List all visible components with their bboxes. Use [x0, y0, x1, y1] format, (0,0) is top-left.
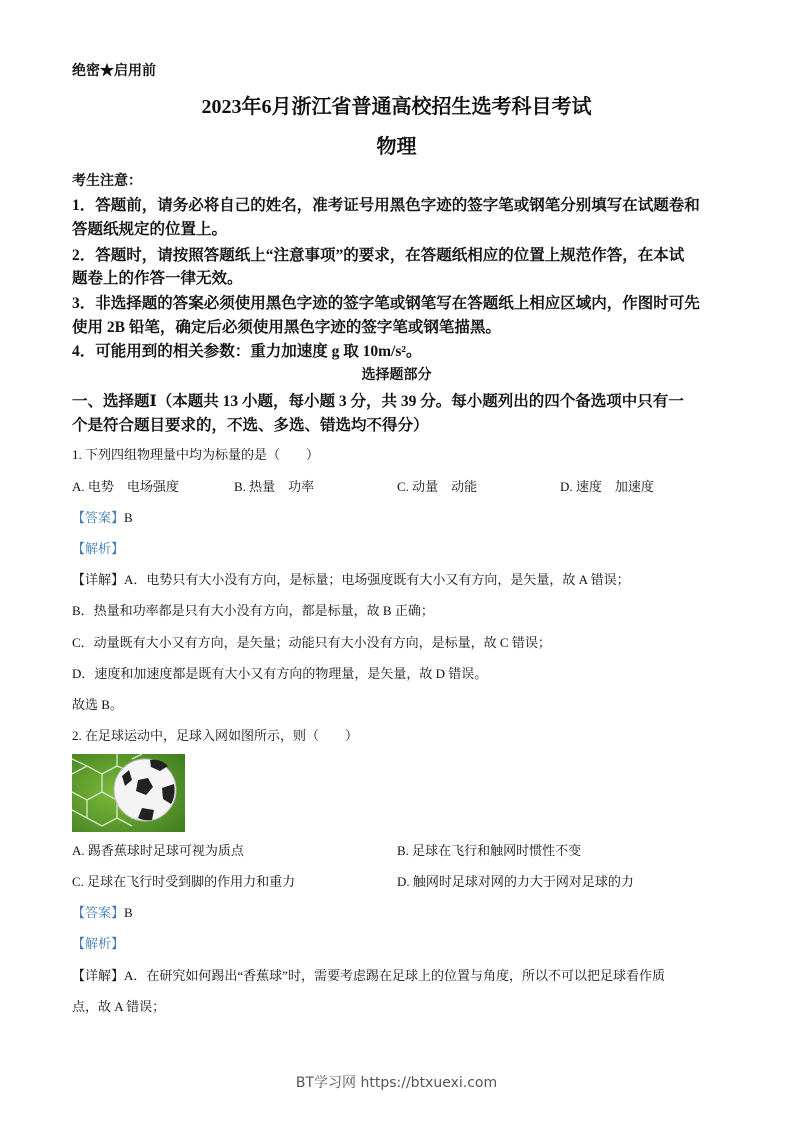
detail-label: 【详解】: [72, 572, 125, 587]
detail-label: 【详解】: [72, 968, 125, 983]
q2-option-c: C. 足球在飞行时受到脚的作用力和重力: [72, 874, 296, 889]
q1-option-b: B. 热量 功率: [234, 479, 315, 494]
answer-value: B: [124, 510, 133, 525]
notice-line: 4．可能用到的相关参数：重力加速度 g 取 10m/s²。: [72, 343, 422, 360]
q1-option-c: C. 动量 动能: [397, 479, 478, 494]
q2-option-b: B. 足球在飞行和触网时惯性不变: [397, 843, 582, 858]
section-intro: 一、选择题Ⅰ（本题共 13 小题，每小题 3 分，共 39 分。每小题列出的四个备选项中只有一: [72, 393, 684, 410]
q1-detail: [72, 573, 630, 586]
q2-detail: [72, 969, 665, 982]
footer-watermark: BT学习网 https://btxuexi.com: [295, 1075, 498, 1091]
answer-value: B: [124, 905, 133, 920]
page-title: 2023年6月浙江省普通高校招生选考科目考试: [201, 96, 592, 118]
q1-option-d: D. 速度 加速度: [560, 479, 654, 494]
q2-option-d: D. 触网时足球对网的力大于网对足球的力: [397, 874, 634, 889]
q2-answer: [72, 906, 133, 919]
q2-option-a: A. 踢香蕉球时足球可视为质点: [72, 843, 244, 858]
q2-stem: 2. 在足球运动中，足球入网如图所示，则（ ）: [72, 728, 359, 743]
q1-stem: 1. 下列四组物理量中均为标量的是（ ）: [72, 447, 320, 462]
detail-line: 点，故 A 错误；: [72, 999, 166, 1014]
notice-line: 答题纸规定的位置上。: [72, 221, 228, 238]
analysis-label: 【解析】: [72, 541, 125, 556]
answer-label: 【答案】: [72, 905, 125, 920]
detail-line: 故选 B。: [72, 697, 123, 712]
detail-line: A．电势只有大小没有方向，是标量；电场强度既有大小又有方向，是矢量，故 A 错误；: [124, 572, 630, 587]
notice-line: 题卷上的作答一律无效。: [72, 270, 243, 287]
soccer-ball-image: [72, 754, 185, 832]
detail-line: B．热量和功率都是只有大小没有方向，都是标量，故 B 正确；: [72, 603, 434, 618]
analysis-label: 【解析】: [72, 936, 125, 951]
notice-heading: 考生注意：: [72, 174, 142, 189]
section-intro: 个是符合题目要求的，不选、多选、错选均不得分）: [72, 417, 429, 434]
q1-option-a: A. 电势 电场强度: [72, 479, 179, 494]
answer-label: 【答案】: [72, 510, 125, 525]
detail-line: D．速度和加速度都是既有大小又有方向的物理量，是矢量，故 D 错误。: [72, 666, 488, 681]
notice-line: 2．答题时，请按照答题纸上“注意事项”的要求，在答题纸相应的位置上规范作答，在本试: [72, 247, 685, 264]
subject-title: 物理: [376, 136, 417, 158]
section-title: 选择题部分: [361, 368, 432, 383]
detail-line: A．在研究如何踢出“香蕉球”时，需要考虑踢在足球上的位置与角度，所以不可以把足球看作质: [124, 968, 665, 983]
q1-answer: [72, 511, 133, 524]
confidential-label: 绝密★启用前: [72, 64, 156, 79]
detail-line: C．动量既有大小又有方向，是矢量；动能只有大小没有方向，是标量，故 C 错误；: [72, 635, 551, 650]
notice-line: 3．非选择题的答案必须使用黑色字迹的签字笔或钢笔写在答题纸上相应区域内，作图时可先: [72, 295, 700, 312]
notice-line: 使用 2B 铅笔，确定后必须使用黑色字迹的签字笔或钢笔描黑。: [72, 319, 501, 336]
notice-line: 1．答题前，请务必将自己的姓名，准考证号用黑色字迹的签字笔或钢笔分别填写在试题卷和: [72, 197, 700, 214]
